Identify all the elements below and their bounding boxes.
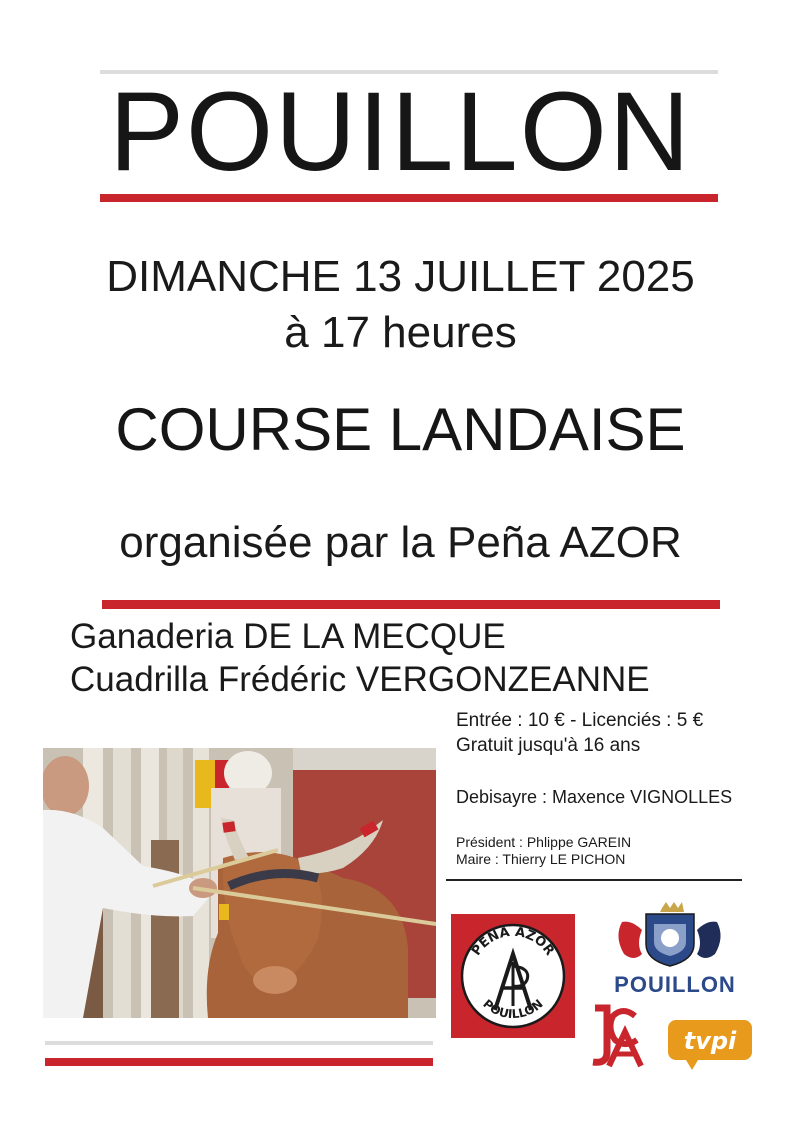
town-crest-icon: [612, 902, 727, 968]
town-logo-text: POUILLON: [614, 972, 736, 997]
organizer-line: organisée par la Peña AZOR: [119, 518, 682, 567]
pena-logo-bottom-text: POUILLON: [480, 996, 546, 1022]
price-line: Entrée : 10 € - Licenciés : 5 €: [456, 710, 704, 731]
ganaderia-line: Ganaderia DE LA MECQUE: [70, 617, 506, 656]
debisayre-line: Debisayre : Maxence VIGNOLLES: [456, 787, 733, 807]
cuadrilla-line: Cuadrilla Frédéric VERGONZEANNE: [70, 660, 650, 699]
free-entry-line: Gratuit jusqu'à 16 ans: [456, 735, 641, 756]
event-name: COURSE LANDAISE: [115, 396, 686, 463]
lca-club-logo-icon: [585, 1002, 647, 1068]
bottom-grey-line: [45, 1041, 433, 1045]
title-red-underline: [100, 194, 718, 202]
event-time: à 17 heures: [284, 308, 517, 357]
tvpi-logo: [666, 1018, 758, 1070]
bottom-red-line: [45, 1058, 433, 1066]
middle-red-line: [102, 600, 720, 609]
town-title: POUILLON: [109, 69, 692, 194]
maire-line: Maire : Thierry LE PICHON: [456, 851, 626, 867]
pena-azor-logo: [451, 914, 575, 1038]
president-line: Président : Phlippe GAREIN: [456, 834, 632, 850]
info-divider: [446, 879, 742, 881]
pena-logo-top-text: PEÑA AZOR: [469, 924, 557, 959]
tvpi-logo-text: tvpi: [683, 1027, 737, 1055]
course-landaise-photo: [43, 748, 436, 1018]
event-date: DIMANCHE 13 JUILLET 2025: [106, 252, 695, 301]
